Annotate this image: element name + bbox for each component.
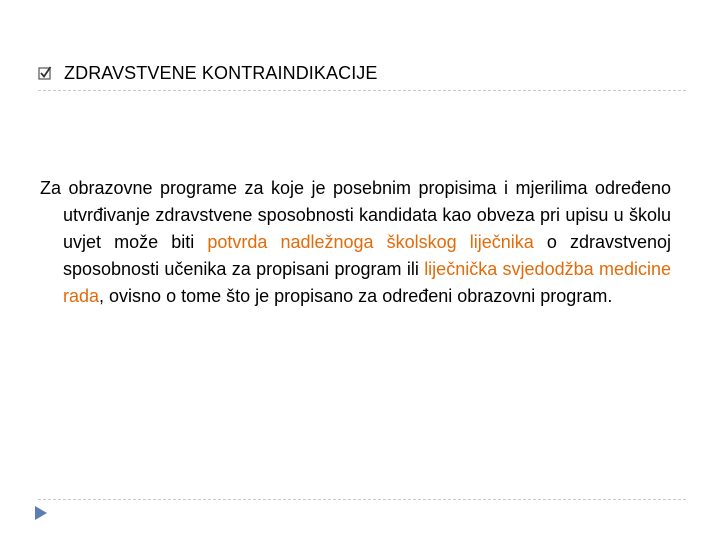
body-paragraph (40, 175, 671, 310)
body-text-part-2: o zdravstvenoj sposobnosti učenika za propisani program ili (63, 232, 671, 279)
highlight-occupational-medicine-certificate: liječnička svjedodžba medicine rada (63, 259, 671, 306)
slide-header (38, 58, 378, 88)
next-slide-arrow-icon[interactable] (34, 505, 48, 521)
bottom-divider (38, 499, 686, 500)
body-text-part-3: , ovisno o tome što je propisano za određeni obrazovni program. (99, 286, 613, 306)
body-text-part-1: Za obrazovne programe za koje je posebnim propisima i mjerilima određeno utvrđivanje zdravstvene sposobnosti kandidata kao obveza pri upisu u školu uvjet može biti (40, 178, 671, 252)
highlight-school-doctor-certificate: potvrda nadležnoga školskog liječnika (207, 232, 534, 252)
page-title: ZDRAVSTVENE KONTRAINDIKACIJE (64, 62, 378, 83)
top-divider (38, 90, 686, 91)
checkbox-checked-icon (38, 66, 52, 80)
